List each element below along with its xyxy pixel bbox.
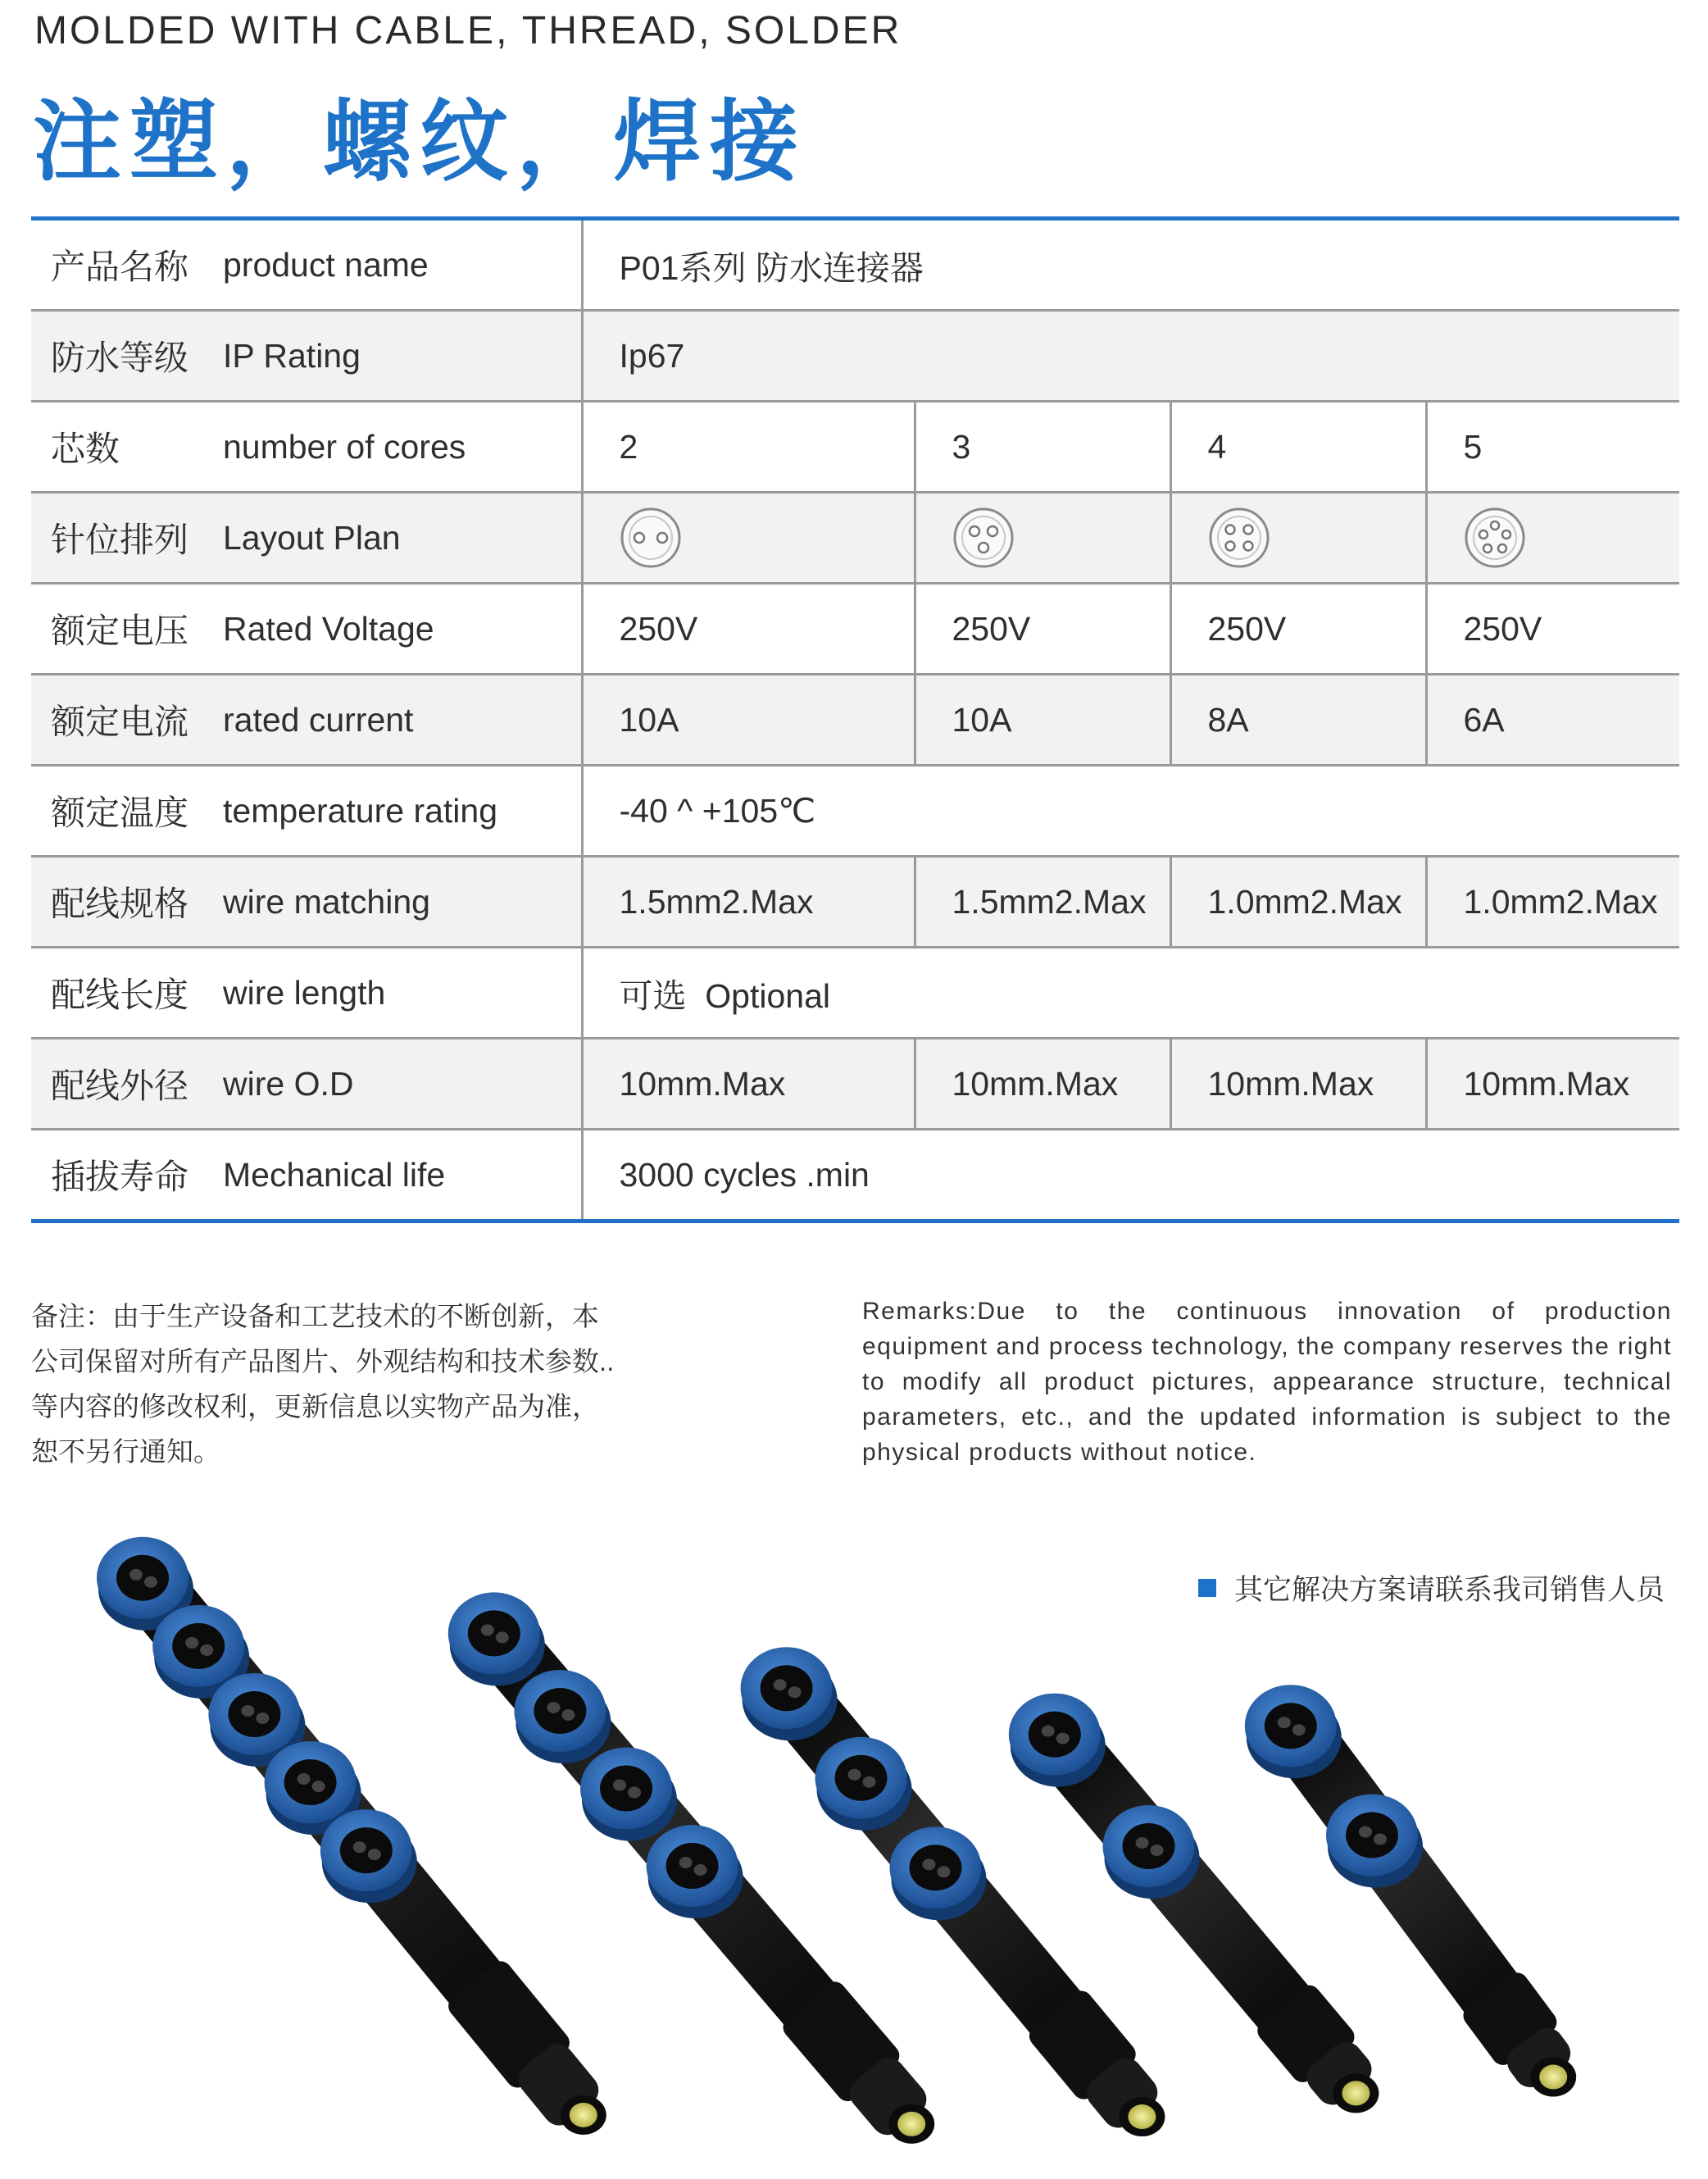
label-zh: 额定温度: [31, 766, 223, 857]
cell: 250V: [915, 584, 1170, 675]
value: Ip67: [582, 311, 1679, 402]
cell: 250V: [1426, 584, 1679, 675]
cell: [1426, 493, 1679, 584]
label-zh: 防水等级: [31, 311, 223, 402]
cell: 250V: [582, 584, 915, 675]
label-zh: 芯数: [31, 402, 223, 493]
cell: 10mm.Max: [1170, 1039, 1426, 1130]
row-temperature: [31, 766, 1679, 857]
cell: 1.5mm2.Max: [582, 857, 915, 948]
label-zh: 插拔寿命: [51, 1158, 189, 1196]
label-en: wire O.D: [223, 1039, 582, 1130]
row-rated-voltage: [31, 584, 1679, 675]
cell: 10mm.Max: [915, 1039, 1170, 1130]
value: P01系列 防水连接器: [582, 219, 1679, 311]
spec-table: [31, 216, 1679, 1223]
value: 可选 Optional: [582, 948, 1679, 1039]
row-cores: [31, 402, 1679, 493]
label-zh: 额定电压: [31, 584, 223, 675]
cell: 4: [1170, 402, 1426, 493]
row-wire-matching: [31, 857, 1679, 948]
cell: 2: [582, 402, 915, 493]
cell: 10A: [582, 675, 915, 766]
remarks-english: Remarks:Due to the continuous innovation of production equipment and process technology, the company reserves the right to modify all product pictures, appearance structure, technical parameters, etc., and the updated information is subject to the physical products without notice.: [862, 1298, 1672, 1466]
row-mechanical-life: [31, 1130, 1679, 1221]
cell: 10A: [915, 675, 1170, 766]
label-zh: 产品名称: [31, 219, 223, 311]
value: 3000 cycles .min: [619, 1155, 870, 1194]
label-en: number of cores: [223, 402, 582, 493]
page-title: 注塑，螺纹，焊接: [33, 92, 807, 191]
contact-text: 其它解决方案请联系我司销售人员: [1234, 1574, 1665, 1606]
cell: 6A: [1426, 675, 1679, 766]
cell: 1.0mm2.Max: [1426, 857, 1679, 948]
label-en: Mechanical life: [223, 1130, 582, 1221]
remarks-chinese: 备注：由于生产设备和工艺技术的不断创新，本公司保留对所有产品图片、外观结构和技术参数..等内容的修改权利，更新信息以实物产品为准，恕不另行通知。: [31, 1301, 615, 1467]
subtitle: MOLDED WITH CABLE, THREAD, SOLDER: [34, 9, 902, 52]
pin-layout-5-icon: [1464, 507, 1526, 569]
cell: 10mm.Max: [1426, 1039, 1679, 1130]
label-zh: 配线规格: [31, 857, 223, 948]
connector-unit: [741, 1647, 1170, 2139]
cell: 1.0mm2.Max: [1170, 857, 1426, 948]
row-wire-od: [31, 1039, 1679, 1130]
row-rated-current: [31, 675, 1679, 766]
product-photo: [0, 1525, 1708, 2179]
cell: 10mm.Max: [582, 1039, 915, 1130]
cell: 250V: [1170, 584, 1426, 675]
row-wire-length: [31, 948, 1679, 1039]
square-bullet-icon: [1198, 1579, 1216, 1597]
row-product-name: [31, 219, 1679, 311]
label-en: rated current: [223, 675, 582, 766]
pin-layout-3-icon: [952, 507, 1015, 569]
cell: 3: [915, 402, 1170, 493]
pin-layout-4-icon: [1208, 507, 1270, 569]
cell: [915, 493, 1170, 584]
label-en: wire matching: [223, 857, 582, 948]
label-en: product name: [223, 219, 582, 311]
cell: 5: [1426, 402, 1679, 493]
label-en: temperature rating: [223, 766, 582, 857]
label-zh: 针位排列: [31, 493, 223, 584]
label-zh: 配线外径: [31, 1039, 223, 1130]
label-en: Rated Voltage: [223, 584, 582, 675]
pin-layout-2-icon: [620, 507, 682, 569]
row-layout-plan: [31, 493, 1679, 584]
label-zh: 配线长度: [31, 948, 223, 1039]
contact-note: [1198, 1567, 1665, 1608]
cell: 8A: [1170, 675, 1426, 766]
label-en: Layout Plan: [223, 493, 582, 584]
row-ip-rating: [31, 311, 1679, 402]
label-en: IP Rating: [223, 311, 582, 402]
cell: [1170, 493, 1426, 584]
cell: 1.5mm2.Max: [915, 857, 1170, 948]
cell: [582, 493, 915, 584]
value: -40 ^ +105℃: [582, 766, 1679, 857]
label-zh: 额定电流: [31, 675, 223, 766]
label-en: wire length: [223, 948, 582, 1039]
